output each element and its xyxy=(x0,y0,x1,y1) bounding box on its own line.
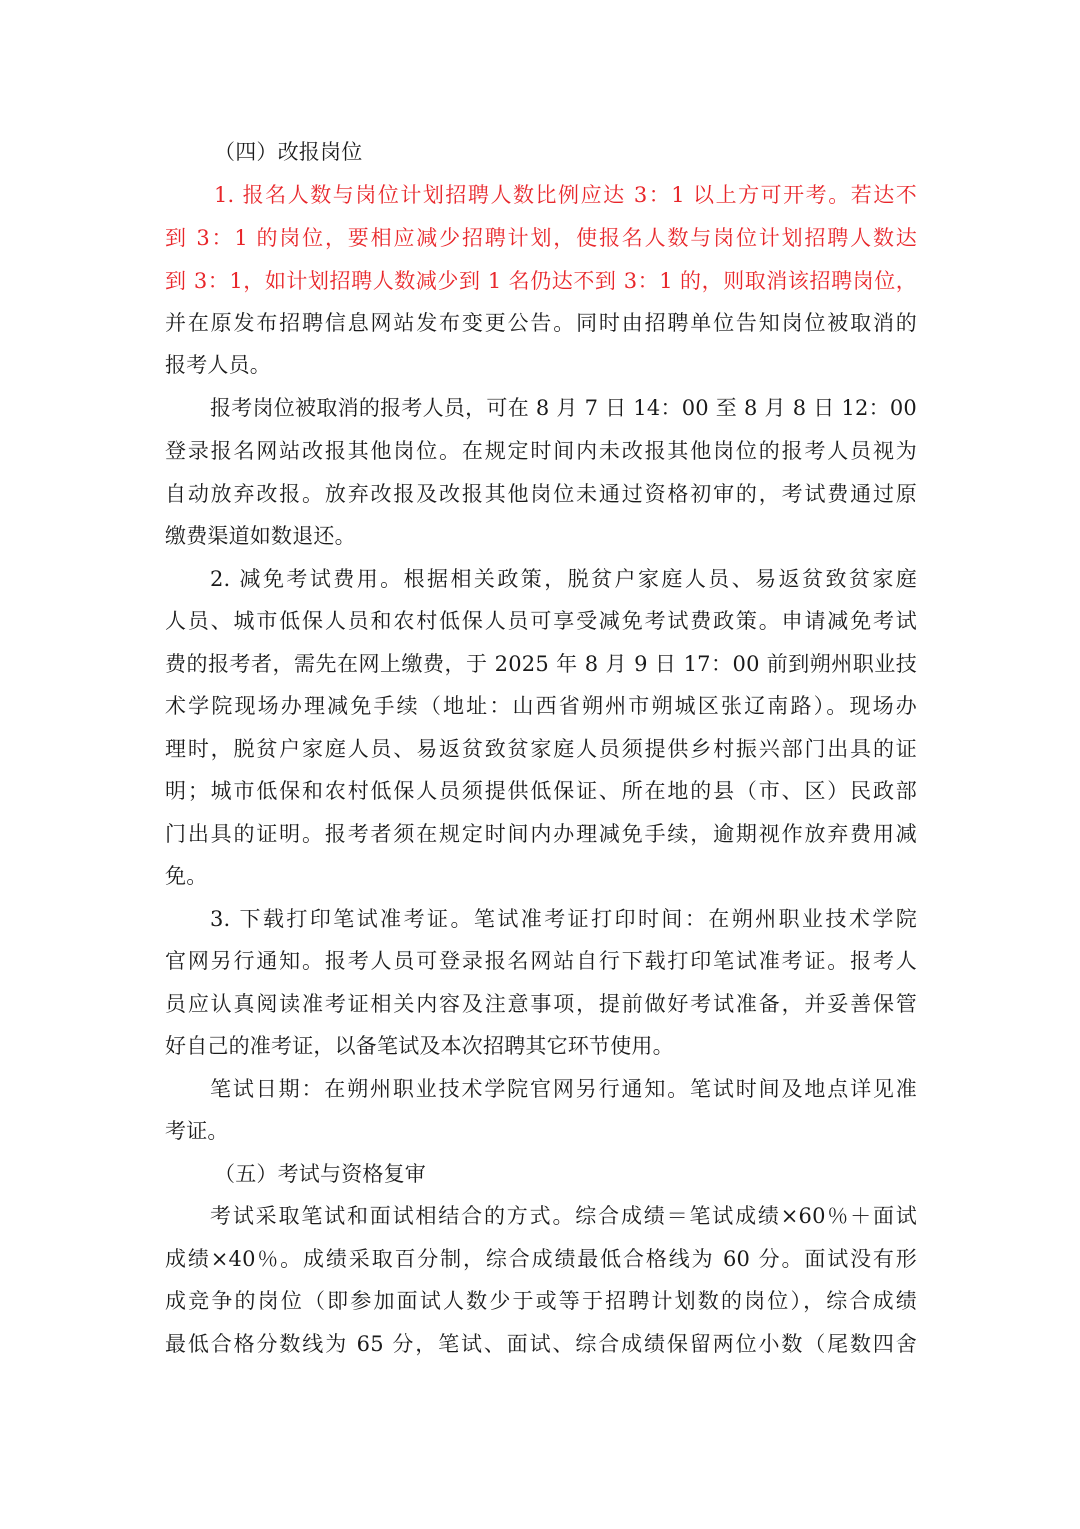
paragraph-line: 考试采取笔试和面试相结合的方式。综合成绩＝笔试成绩×60％＋面试 xyxy=(210,1204,917,1228)
paragraph-line: 到 3：1，如计划招聘人数减少到 1 名仍达不到 3：1 的，则取消该招聘岗位， xyxy=(165,269,917,293)
section-heading-4: （四）改报岗位 xyxy=(214,140,363,164)
paragraph-line: 考证。 xyxy=(165,1119,229,1143)
paragraph-line: 术学院现场办理减免手续（地址：山西省朔州市朔城区张辽南路）。现场办 xyxy=(165,694,917,718)
paragraph-line: 到 3：1 的岗位，要相应减少招聘计划，使报名人数与岗位计划招聘人数达 xyxy=(165,226,917,250)
paragraph-line: 明；城市低保和农村低保人员须提供低保证、所在地的县（市、区）民政部 xyxy=(165,779,917,803)
paragraph-line: 并在原发布招聘信息网站发布变更公告。同时由招聘单位告知岗位被取消的 xyxy=(165,311,917,335)
paragraph-line: 登录报名网站改报其他岗位。在规定时间内未改报其他岗位的报考人员视为 xyxy=(165,439,917,463)
paragraph-line: 报考人员。 xyxy=(165,353,271,377)
paragraph-line: 费的报考者，需先在网上缴费，于 2025 年 8 月 9 日 17：00 前到朔州职业技 xyxy=(165,652,917,676)
paragraph-line: 成绩×40％。成绩采取百分制，综合成绩最低合格线为 60 分。面试没有形 xyxy=(165,1247,917,1271)
paragraph-line: 笔试日期：在朔州职业技术学院官网另行通知。笔试时间及地点详见准 xyxy=(210,1077,917,1101)
paragraph-line: 好自己的准考证，以备笔试及本次招聘其它环节使用。 xyxy=(165,1034,674,1058)
paragraph-line: 官网另行通知。报考人员可登录报名网站自行下载打印笔试准考证。报考人 xyxy=(165,949,917,973)
paragraph-line: 2. 减免考试费用。根据相关政策，脱贫户家庭人员、易返贫致贫家庭 xyxy=(210,567,917,591)
paragraph-line: 人员、城市低保人员和农村低保人员可享受减免考试费政策。申请减免考试 xyxy=(165,609,917,633)
section-heading-5: （五）考试与资格复审 xyxy=(214,1162,426,1186)
paragraph-line: 自动放弃改报。放弃改报及改报其他岗位未通过资格初审的，考试费通过原 xyxy=(165,482,917,506)
paragraph-line: 报考岗位被取消的报考人员，可在 8 月 7 日 14：00 至 8 月 8 日 12：00 xyxy=(210,396,917,420)
paragraph-line: 1. 报名人数与岗位计划招聘人数比例应达 3：1 以上方可开考。若达不 xyxy=(214,183,917,207)
paragraph-line: 缴费渠道如数退还。 xyxy=(165,524,356,548)
paragraph-line: 最低合格分数线为 65 分，笔试、面试、综合成绩保留两位小数（尾数四舍 xyxy=(165,1332,917,1356)
paragraph-line: 免。 xyxy=(165,864,208,888)
paragraph-line: 员应认真阅读准考证相关内容及注意事项，提前做好考试准备，并妥善保管 xyxy=(165,992,917,1016)
paragraph-line: 理时，脱贫户家庭人员、易返贫致贫家庭人员须提供乡村振兴部门出具的证 xyxy=(165,737,917,761)
paragraph-line: 门出具的证明。报考者须在规定时间内办理减免手续，逾期视作放弃费用减 xyxy=(165,822,917,846)
paragraph-line: 成竞争的岗位（即参加面试人数少于或等于招聘计划数的岗位），综合成绩 xyxy=(165,1289,917,1313)
paragraph-line: 3. 下载打印笔试准考证。笔试准考证打印时间：在朔州职业技术学院 xyxy=(210,907,917,931)
